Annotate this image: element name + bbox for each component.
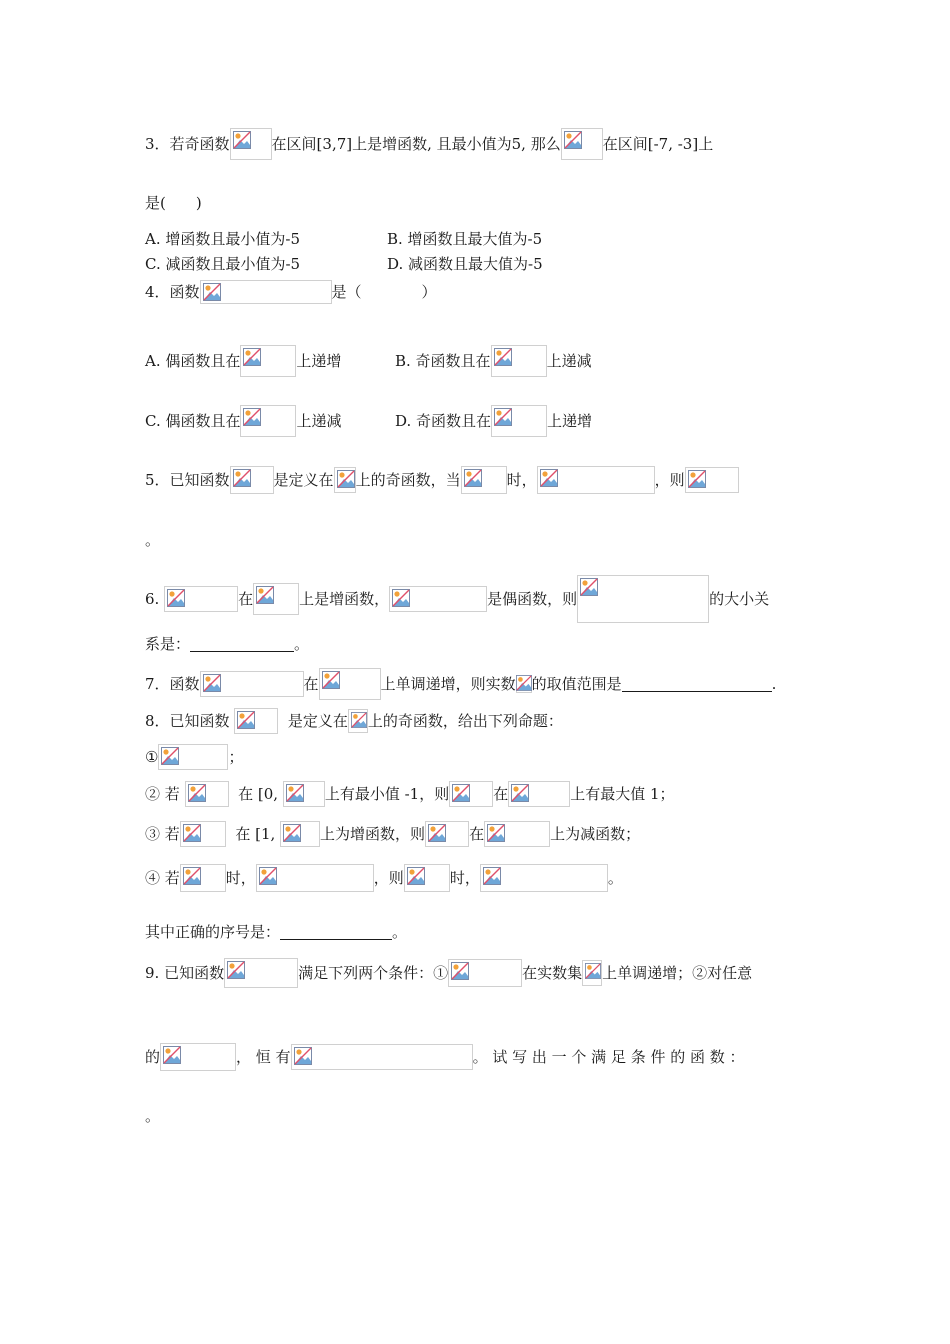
q3-text-a: 3．若奇函数 — [145, 135, 230, 153]
q7-text-c: 上单调递增，则实数 — [380, 675, 516, 693]
q5-text-a: 5．已知函数 — [145, 471, 230, 489]
q8-item-2-text-d: 在 — [493, 785, 509, 803]
q7-line1 — [145, 668, 776, 700]
q8-item-1-marker: ① — [145, 748, 159, 766]
q9-text-e: 的 — [145, 1048, 161, 1066]
formula-image — [224, 958, 298, 988]
broken-image-icon — [464, 469, 482, 487]
q8-item-3-marker: ③ 若 — [145, 825, 180, 843]
formula-image — [334, 467, 356, 493]
q5-text-e: ，则 — [654, 471, 685, 489]
broken-image-icon — [451, 962, 469, 980]
formula-image — [491, 405, 547, 437]
formula-image — [537, 466, 655, 494]
q6-text-g: 。 — [294, 635, 310, 653]
q8-item-2-marker: ② 若 — [145, 785, 180, 803]
q4-option-a-text: A. 偶函数且在 — [145, 352, 241, 370]
formula-image — [685, 467, 739, 493]
q8-item-4-text: 时， — [225, 869, 256, 887]
broken-image-icon — [564, 131, 582, 149]
formula-image — [508, 781, 570, 807]
q9-text-g: 。 试 写 出 一 个 满 足 条 件 的 函 数 ： — [472, 1048, 745, 1066]
q8-item-3 — [145, 821, 640, 847]
q6-text-c: 上是增函数， — [299, 590, 390, 608]
broken-image-icon — [233, 131, 251, 149]
formula-image — [230, 466, 274, 494]
q7-text-e: . — [771, 675, 777, 693]
q9-text-f: ， 恒 有 — [236, 1048, 291, 1066]
q3-text-c: 在区间[-7, -3]上 — [602, 135, 714, 153]
formula-image — [319, 668, 381, 700]
q4-text-a: 4．函数 — [145, 283, 200, 301]
formula-image — [448, 959, 522, 987]
q3-option-b: B. 增函数且最大值为-5 — [387, 230, 543, 248]
q6-line2 — [145, 633, 309, 654]
formula-image — [404, 864, 450, 892]
q8-item-2-text-e: 上有最大值 1； — [570, 785, 675, 803]
q6-text-e: 的大小关 — [709, 590, 770, 608]
broken-image-icon — [688, 470, 706, 488]
q5-text-c: 上的奇函数，当 — [355, 471, 461, 489]
q8-item-3-text-d: 在 — [469, 825, 485, 843]
q6-text-a: 6. — [145, 590, 160, 608]
q8-item-3-text-c: 上为增函数，则 — [320, 825, 426, 843]
formula-image — [164, 586, 238, 612]
q4-option-d — [395, 405, 592, 437]
q4-option-c-text: C. 偶函数且在 — [145, 412, 241, 430]
broken-image-icon — [511, 784, 529, 802]
q7-text-b: 在 — [303, 675, 319, 693]
broken-image-icon — [483, 867, 501, 885]
q8-item-4-marker: ④ 若 — [145, 869, 180, 887]
formula-image — [160, 1043, 236, 1071]
q4-option-b-text: B. 奇函数且在 — [395, 352, 491, 370]
q4-line1 — [145, 280, 437, 304]
q8-text-a: 8．已知函数 — [145, 712, 230, 730]
formula-image — [158, 744, 228, 770]
q3-text-b: 在区间[3,7]上是增函数, 且最小值为5, 那么 — [271, 135, 561, 153]
formula-image — [561, 128, 603, 160]
formula-image — [200, 280, 332, 304]
formula-image — [253, 583, 299, 615]
broken-image-icon — [183, 867, 201, 885]
q4-option-b — [395, 345, 592, 377]
formula-image — [283, 781, 325, 807]
broken-image-icon — [585, 963, 601, 979]
q4-option-d-tail: 上递增 — [547, 412, 593, 430]
q9-line2 — [145, 1043, 745, 1071]
formula-image — [389, 586, 487, 612]
broken-image-icon — [243, 348, 261, 366]
q6-text-d: 是偶函数，则 — [487, 590, 578, 608]
formula-image — [180, 821, 226, 847]
broken-image-icon — [227, 961, 245, 979]
q6-text-f: 系是： — [145, 635, 191, 653]
broken-image-icon — [337, 470, 355, 488]
broken-image-icon — [183, 824, 201, 842]
formula-image — [484, 821, 550, 847]
q4-option-d-text: D. 奇函数且在 — [395, 412, 492, 430]
q5-text-d: 时， — [506, 471, 537, 489]
broken-image-icon — [487, 824, 505, 842]
formula-image — [180, 864, 226, 892]
broken-image-icon — [351, 712, 367, 728]
q8-line1 — [145, 708, 563, 734]
q8-text-c: 上的奇函数，给出下列命题： — [367, 712, 563, 730]
broken-image-icon — [540, 469, 558, 487]
q8-item-4-text-c: ，则 — [373, 869, 404, 887]
formula-image — [280, 821, 320, 847]
q7-text-a: 7．函数 — [145, 675, 200, 693]
q3-option-a: A. 增函数且最小值为-5 — [145, 230, 300, 248]
q8-answer-label: 其中正确的序号是： — [145, 923, 281, 941]
q6-text-b: 在 — [238, 590, 254, 608]
q5-text-b: 是定义在 — [273, 471, 334, 489]
formula-image — [234, 708, 278, 734]
formula-image — [256, 864, 374, 892]
broken-image-icon — [322, 671, 340, 689]
q8-item-4 — [145, 864, 623, 892]
q8-item-2-text-c: 上有最小值 -1，则 — [324, 785, 450, 803]
q4-option-a — [145, 345, 341, 377]
broken-image-icon — [163, 1046, 181, 1064]
q9-text-a: 9. 已知函数 — [145, 964, 225, 982]
broken-image-icon — [580, 578, 598, 596]
q4-text-b: 是（ ） — [331, 283, 437, 301]
q9-line1 — [145, 958, 752, 988]
broken-image-icon — [203, 283, 221, 301]
q8-item-1 — [145, 744, 243, 770]
q4-option-a-tail: 上递增 — [296, 352, 342, 370]
q8-answer-end: 。 — [392, 923, 408, 941]
formula-image — [461, 466, 507, 494]
answer-blank — [190, 637, 294, 652]
formula-image — [449, 781, 493, 807]
broken-image-icon — [428, 824, 446, 842]
broken-image-icon — [188, 784, 206, 802]
formula-image — [240, 345, 296, 377]
q3-line2: 是( ) — [145, 194, 202, 212]
formula-image — [185, 781, 229, 807]
broken-image-icon — [161, 747, 179, 765]
q4-option-c — [145, 405, 342, 437]
q3-line1 — [145, 128, 713, 160]
q9-text-d: 上单调递增；②对任意 — [602, 964, 753, 982]
broken-image-icon — [243, 408, 261, 426]
q8-item-2-text: 在 [0, — [238, 785, 279, 803]
q8-item-4-text-e: 。 — [607, 869, 623, 887]
q9-line3: 。 — [145, 1107, 161, 1125]
q9-text-b: 满足下列两个条件：① — [298, 964, 449, 982]
broken-image-icon — [259, 867, 277, 885]
q4-option-c-tail: 上递减 — [296, 412, 342, 430]
formula-image — [425, 821, 469, 847]
formula-image — [348, 709, 368, 733]
formula-image — [582, 960, 602, 986]
broken-image-icon — [233, 469, 251, 487]
formula-image — [480, 864, 608, 892]
formula-image — [516, 675, 532, 693]
formula-image — [291, 1044, 473, 1070]
formula-image — [240, 405, 296, 437]
answer-blank — [280, 925, 392, 940]
broken-image-icon — [407, 867, 425, 885]
q8-text-b: 是定义在 — [287, 712, 348, 730]
broken-image-icon — [494, 348, 512, 366]
broken-image-icon — [294, 1047, 312, 1065]
broken-image-icon — [452, 784, 470, 802]
q8-item-2 — [145, 781, 675, 807]
broken-image-icon — [167, 589, 185, 607]
formula-image — [200, 671, 304, 697]
broken-image-icon — [494, 408, 512, 426]
broken-image-icon — [237, 711, 255, 729]
q6-line1 — [145, 575, 769, 623]
formula-image — [577, 575, 709, 623]
broken-image-icon — [203, 674, 221, 692]
q7-text-d: 的取值范围是 — [531, 675, 622, 693]
q5-line1 — [145, 466, 739, 494]
answer-blank — [622, 677, 772, 692]
q8-item-3-text-e: 上为减函数； — [550, 825, 641, 843]
broken-image-icon — [516, 675, 532, 691]
q8-answer-line — [145, 921, 407, 942]
broken-image-icon — [392, 589, 410, 607]
q8-item-3-text: 在 [1, — [235, 825, 276, 843]
q9-text-c: 在实数集 — [522, 964, 583, 982]
broken-image-icon — [283, 824, 301, 842]
q3-option-d: D. 减函数且最大值为-5 — [387, 255, 543, 273]
broken-image-icon — [256, 586, 274, 604]
formula-image — [491, 345, 547, 377]
q8-item-4-text-d: 时， — [449, 869, 480, 887]
broken-image-icon — [286, 784, 304, 802]
q4-option-b-tail: 上递减 — [546, 352, 592, 370]
q3-option-c: C. 减函数且最小值为-5 — [145, 255, 301, 273]
q8-item-1-tail: ； — [228, 748, 244, 766]
formula-image — [230, 128, 272, 160]
q5-line2: 。 — [145, 531, 161, 549]
